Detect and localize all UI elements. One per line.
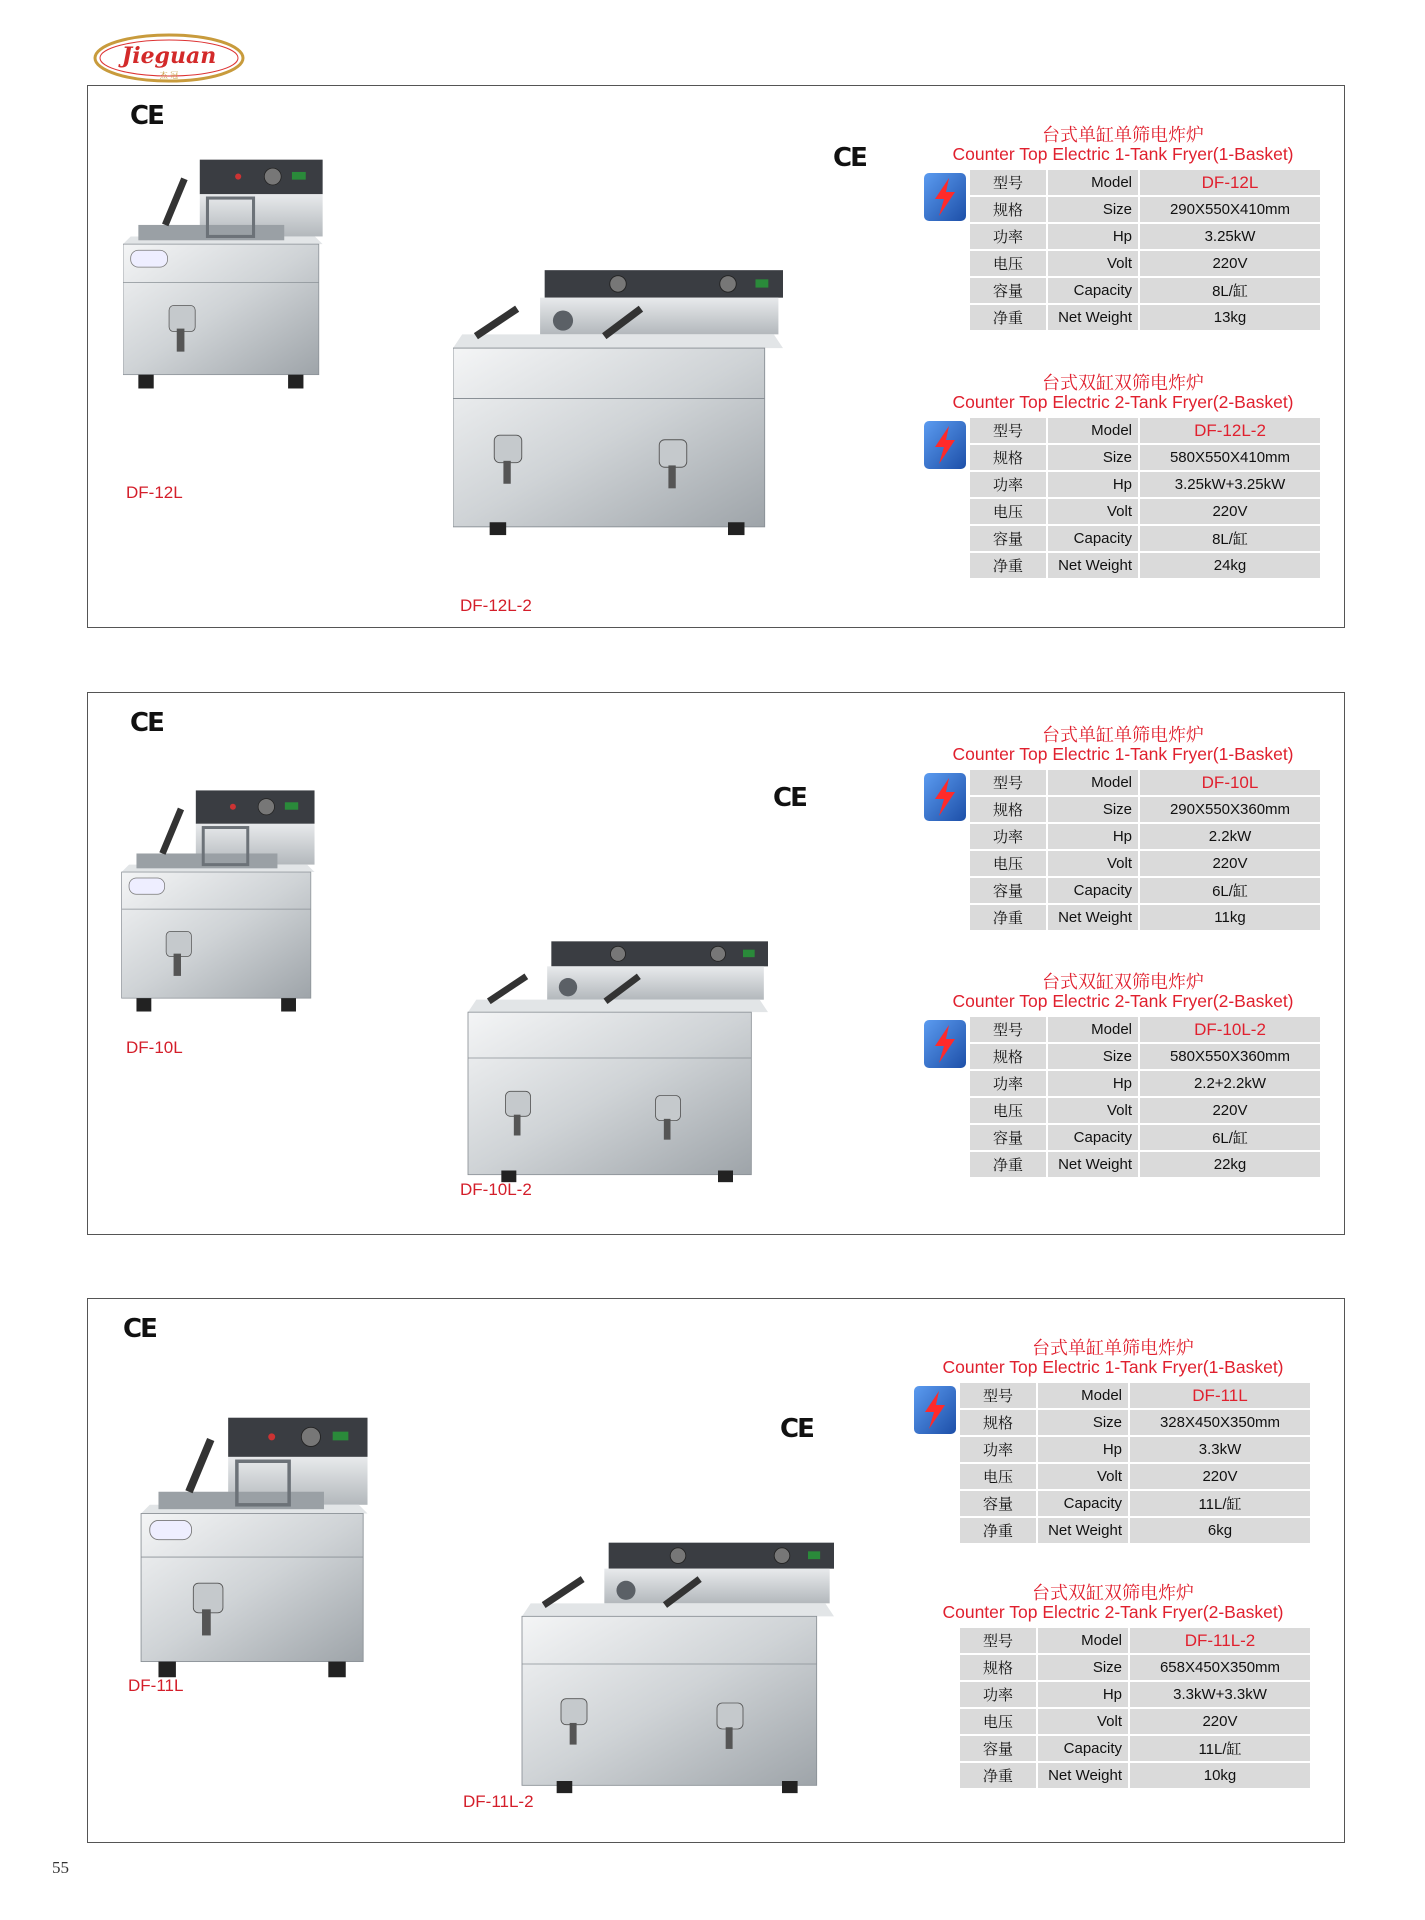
spec-value: 22kg xyxy=(1140,1152,1320,1177)
spec-row xyxy=(960,1437,1310,1462)
spec-row xyxy=(970,170,1320,195)
spec-title-cn: 台式双缸双筛电炸炉 xyxy=(1032,1583,1194,1604)
spec-label-en: Net Weight xyxy=(1048,1152,1138,1177)
product-label: DF-11L-2 xyxy=(463,1792,534,1811)
spec-label-cn: 规格 xyxy=(960,1410,1036,1435)
fryer-double-image xyxy=(453,261,783,536)
spec-label-en: Volt xyxy=(1038,1464,1128,1489)
spec-row xyxy=(960,1518,1310,1543)
spec-label-en: Volt xyxy=(1048,251,1138,276)
spec-label-cn: 型号 xyxy=(960,1628,1036,1653)
spec-row xyxy=(970,278,1320,303)
spec-label-cn: 功率 xyxy=(960,1437,1036,1462)
spec-row xyxy=(970,251,1320,276)
spec-value: 580X550X360mm xyxy=(1140,1044,1320,1069)
spec-value: 658X450X350mm xyxy=(1130,1655,1310,1680)
spec-value: DF-11L xyxy=(1130,1383,1310,1408)
spec-label-en: Hp xyxy=(1048,472,1138,497)
spec-value: 6L/缸 xyxy=(1140,1125,1320,1150)
spec-table xyxy=(958,1381,1312,1545)
spec-label-en: Net Weight xyxy=(1038,1518,1128,1543)
spec-row xyxy=(960,1464,1310,1489)
spec-table xyxy=(958,1626,1312,1790)
product-label: DF-12L-2 xyxy=(460,596,532,615)
spec-label-cn: 型号 xyxy=(970,1017,1046,1042)
spec-label-cn: 净重 xyxy=(960,1518,1036,1543)
spec-value: 8L/缸 xyxy=(1140,526,1320,551)
spec-value: 220V xyxy=(1140,851,1320,876)
spec-row xyxy=(970,445,1320,470)
spec-label-en: Size xyxy=(1038,1410,1128,1435)
fryer-double-image xyxy=(453,933,783,1183)
ce-mark: CE xyxy=(773,783,806,813)
spec-label-cn: 规格 xyxy=(970,445,1046,470)
spec-row xyxy=(970,224,1320,249)
spec-value: 220V xyxy=(1140,499,1320,524)
spec-title-cn: 台式单缸单筛电炸炉 xyxy=(1042,125,1204,146)
spec-row xyxy=(960,1410,1310,1435)
spec-label-cn: 型号 xyxy=(970,170,1046,195)
spec-label-en: Model xyxy=(1048,770,1138,795)
electric-bolt-icon xyxy=(923,772,967,822)
fryer-single-image xyxy=(93,1409,433,1679)
spec-value: 290X550X360mm xyxy=(1140,797,1320,822)
product-section-1 xyxy=(87,85,1345,628)
spec-label-en: Size xyxy=(1048,445,1138,470)
spec-title-en: Counter Top Electric 2-Tank Fryer(2-Basket) xyxy=(942,1602,1284,1622)
spec-table xyxy=(968,768,1322,932)
spec-value: 328X450X350mm xyxy=(1130,1410,1310,1435)
spec-title-cn: 台式双缸双筛电炸炉 xyxy=(1042,373,1204,394)
spec-value: 3.3kW xyxy=(1130,1437,1310,1462)
spec-value: 220V xyxy=(1140,251,1320,276)
spec-label-cn: 电压 xyxy=(960,1709,1036,1734)
spec-row xyxy=(960,1709,1310,1734)
spec-label-en: Size xyxy=(1048,1044,1138,1069)
spec-title-en: Counter Top Electric 1-Tank Fryer(1-Basket) xyxy=(952,144,1294,164)
fryer-single-image xyxy=(123,151,338,391)
spec-row xyxy=(970,770,1320,795)
spec-label-en: Volt xyxy=(1048,499,1138,524)
spec-row xyxy=(970,878,1320,903)
spec-table xyxy=(968,168,1322,332)
spec-label-cn: 容量 xyxy=(970,1125,1046,1150)
spec-label-en: Hp xyxy=(1048,824,1138,849)
spec-value: DF-10L-2 xyxy=(1140,1017,1320,1042)
spec-label-en: Net Weight xyxy=(1048,305,1138,330)
spec-label-cn: 规格 xyxy=(970,197,1046,222)
spec-row xyxy=(970,197,1320,222)
page-number: 55 xyxy=(52,1858,69,1877)
spec-label-cn: 功率 xyxy=(970,1071,1046,1096)
product-label: DF-10L xyxy=(126,1038,183,1057)
spec-label-cn: 净重 xyxy=(970,905,1046,930)
spec-label-en: Capacity xyxy=(1038,1736,1128,1761)
spec-row xyxy=(970,418,1320,443)
spec-table xyxy=(968,416,1322,580)
spec-value: 6L/缸 xyxy=(1140,878,1320,903)
spec-value: 24kg xyxy=(1140,553,1320,578)
spec-label-cn: 容量 xyxy=(970,878,1046,903)
spec-label-cn: 规格 xyxy=(970,1044,1046,1069)
spec-value: DF-12L xyxy=(1140,170,1320,195)
svg-text:杰 冠: 杰 冠 xyxy=(159,71,179,80)
spec-label-en: Hp xyxy=(1038,1437,1128,1462)
spec-label-en: Net Weight xyxy=(1038,1763,1128,1788)
electric-bolt-icon xyxy=(923,172,967,222)
spec-label-en: Model xyxy=(1048,1017,1138,1042)
spec-label-cn: 功率 xyxy=(970,824,1046,849)
spec-block-double xyxy=(903,1583,1323,1785)
spec-title-cn: 台式双缸双筛电炸炉 xyxy=(1042,972,1204,993)
spec-value: 220V xyxy=(1130,1464,1310,1489)
spec-label-en: Size xyxy=(1048,797,1138,822)
spec-title-cn: 台式单缸单筛电炸炉 xyxy=(1032,1338,1194,1359)
spec-value: 220V xyxy=(1140,1098,1320,1123)
spec-row xyxy=(970,472,1320,497)
spec-title-en: Counter Top Electric 2-Tank Fryer(2-Basket) xyxy=(952,991,1294,1011)
spec-label-cn: 净重 xyxy=(970,305,1046,330)
electric-bolt-icon xyxy=(923,1019,967,1069)
fryer-single-image xyxy=(118,783,333,1013)
spec-row xyxy=(960,1736,1310,1761)
spec-value: DF-12L-2 xyxy=(1140,418,1320,443)
spec-row xyxy=(960,1383,1310,1408)
ce-mark: CE xyxy=(123,1314,156,1344)
spec-block-double xyxy=(913,972,1333,1174)
spec-label-cn: 容量 xyxy=(970,278,1046,303)
spec-label-cn: 功率 xyxy=(970,224,1046,249)
spec-label-cn: 型号 xyxy=(970,418,1046,443)
spec-label-cn: 容量 xyxy=(970,526,1046,551)
spec-row xyxy=(960,1682,1310,1707)
spec-row xyxy=(970,305,1320,330)
spec-title-cn: 台式单缸单筛电炸炉 xyxy=(1042,725,1204,746)
spec-row xyxy=(970,526,1320,551)
spec-row xyxy=(960,1655,1310,1680)
product-section-3 xyxy=(87,1298,1345,1843)
spec-label-cn: 型号 xyxy=(970,770,1046,795)
spec-label-en: Size xyxy=(1048,197,1138,222)
spec-title-en: Counter Top Electric 1-Tank Fryer(1-Basket) xyxy=(952,744,1294,764)
spec-label-cn: 净重 xyxy=(960,1763,1036,1788)
spec-value: 6kg xyxy=(1130,1518,1310,1543)
spec-label-cn: 型号 xyxy=(960,1383,1036,1408)
electric-bolt-icon xyxy=(913,1385,957,1435)
spec-value: 580X550X410mm xyxy=(1140,445,1320,470)
spec-value: 2.2+2.2kW xyxy=(1140,1071,1320,1096)
spec-value: 11L/缸 xyxy=(1130,1491,1310,1516)
spec-block-single xyxy=(903,1338,1323,1540)
spec-label-en: Capacity xyxy=(1048,1125,1138,1150)
spec-label-en: Volt xyxy=(1048,1098,1138,1123)
spec-row xyxy=(960,1491,1310,1516)
spec-title-en: Counter Top Electric 2-Tank Fryer(2-Basket) xyxy=(952,392,1294,412)
spec-label-cn: 功率 xyxy=(970,472,1046,497)
product-section-2 xyxy=(87,692,1345,1235)
spec-label-cn: 规格 xyxy=(960,1655,1036,1680)
spec-title-en: Counter Top Electric 1-Tank Fryer(1-Basket) xyxy=(942,1357,1284,1377)
product-label: DF-10L-2 xyxy=(460,1180,532,1199)
electric-bolt-icon xyxy=(923,420,967,470)
spec-value: 10kg xyxy=(1130,1763,1310,1788)
brand-logo xyxy=(92,30,246,86)
spec-value: 2.2kW xyxy=(1140,824,1320,849)
spec-row xyxy=(970,553,1320,578)
spec-label-cn: 规格 xyxy=(970,797,1046,822)
ce-mark: CE xyxy=(130,101,163,131)
spec-label-en: Net Weight xyxy=(1048,905,1138,930)
spec-value: 13kg xyxy=(1140,305,1320,330)
product-label: DF-12L xyxy=(126,483,183,502)
spec-label-en: Size xyxy=(1038,1655,1128,1680)
spec-value: 220V xyxy=(1130,1709,1310,1734)
spec-label-cn: 电压 xyxy=(970,251,1046,276)
product-label: DF-11L xyxy=(128,1676,184,1695)
spec-label-en: Capacity xyxy=(1038,1491,1128,1516)
spec-label-cn: 容量 xyxy=(960,1736,1036,1761)
spec-value: DF-11L-2 xyxy=(1130,1628,1310,1653)
spec-value: DF-10L xyxy=(1140,770,1320,795)
spec-label-cn: 净重 xyxy=(970,553,1046,578)
spec-label-en: Model xyxy=(1038,1383,1128,1408)
spec-value: 3.25kW xyxy=(1140,224,1320,249)
spec-block-single xyxy=(913,125,1333,327)
spec-label-en: Capacity xyxy=(1048,278,1138,303)
spec-row xyxy=(970,851,1320,876)
ce-mark: CE xyxy=(780,1414,813,1444)
fryer-double-image xyxy=(468,1534,888,1794)
spec-row xyxy=(960,1763,1310,1788)
spec-label-en: Model xyxy=(1048,170,1138,195)
spec-value: 11L/缸 xyxy=(1130,1736,1310,1761)
spec-label-en: Model xyxy=(1038,1628,1128,1653)
spec-row xyxy=(970,824,1320,849)
spec-row xyxy=(970,1098,1320,1123)
spec-label-cn: 电压 xyxy=(960,1464,1036,1489)
spec-row xyxy=(970,1017,1320,1042)
spec-value: 3.3kW+3.3kW xyxy=(1130,1682,1310,1707)
spec-label-en: Net Weight xyxy=(1048,553,1138,578)
spec-label-cn: 电压 xyxy=(970,851,1046,876)
spec-value: 11kg xyxy=(1140,905,1320,930)
spec-label-en: Model xyxy=(1048,418,1138,443)
spec-table xyxy=(968,1015,1322,1179)
spec-value: 3.25kW+3.25kW xyxy=(1140,472,1320,497)
spec-label-en: Capacity xyxy=(1048,878,1138,903)
spec-row xyxy=(970,499,1320,524)
spec-row xyxy=(970,1044,1320,1069)
ce-mark: CE xyxy=(130,708,163,738)
spec-label-cn: 容量 xyxy=(960,1491,1036,1516)
spec-label-en: Capacity xyxy=(1048,526,1138,551)
spec-label-cn: 电压 xyxy=(970,499,1046,524)
spec-row xyxy=(970,1125,1320,1150)
spec-label-cn: 功率 xyxy=(960,1682,1036,1707)
spec-label-cn: 电压 xyxy=(970,1098,1046,1123)
spec-label-en: Hp xyxy=(1038,1682,1128,1707)
spec-label-en: Hp xyxy=(1048,224,1138,249)
spec-label-cn: 净重 xyxy=(970,1152,1046,1177)
spec-row xyxy=(970,905,1320,930)
spec-label-en: Hp xyxy=(1048,1071,1138,1096)
spec-label-en: Volt xyxy=(1048,851,1138,876)
spec-row xyxy=(960,1628,1310,1653)
ce-mark: CE xyxy=(833,143,866,173)
spec-block-single xyxy=(913,725,1333,927)
spec-value: 8L/缸 xyxy=(1140,278,1320,303)
svg-text:Jieguan: Jieguan xyxy=(121,43,217,69)
spec-row xyxy=(970,1071,1320,1096)
spec-value: 290X550X410mm xyxy=(1140,197,1320,222)
spec-label-en: Volt xyxy=(1038,1709,1128,1734)
spec-block-double xyxy=(913,373,1333,575)
spec-row xyxy=(970,1152,1320,1177)
spec-row xyxy=(970,797,1320,822)
